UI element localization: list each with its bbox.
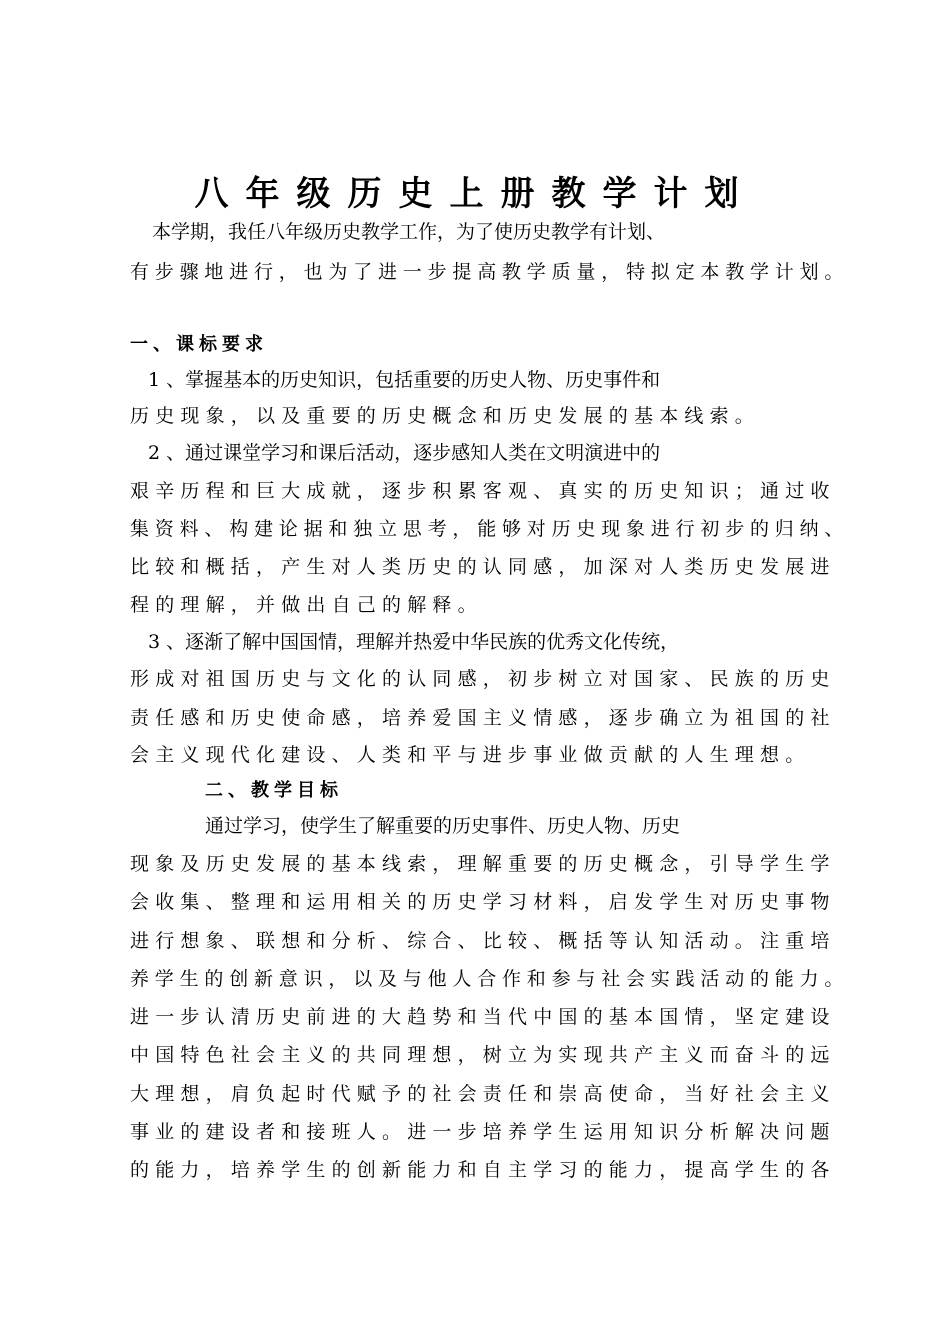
paragraph-line: 会主义现代化建设、人类和平与进步事业做贡献的人生理想。 [130, 744, 811, 766]
paragraph-line: 集资料、构建论据和独立思考，能够对历史现象进行初步的归纳、 [130, 518, 850, 540]
paragraph-line: 现象及历史发展的基本线索，理解重要的历史概念，引导学生学 [130, 853, 836, 875]
paragraph-line: 进行想象、联想和分析、综合、比较、概括等认知活动。注重培 [130, 930, 836, 952]
paragraph-line: 程的理解，并做出自己的解释。 [130, 594, 483, 616]
paragraph-line: 养学生的创新意识，以及与他人合作和参与社会实践活动的能力。 [130, 968, 850, 990]
page-title: 八年级历史上册教学计划 [194, 174, 756, 214]
intro-line: 本学期，我任八年级历史教学工作，为了使历史教学有计划、 [152, 221, 666, 243]
intro-line: 有步骤地进行，也为了进一步提高教学质量，特拟定本教学计划。 [130, 261, 850, 283]
paragraph-line: 事业的建设者和接班人。进一步培养学生运用知识分析解决问题 [130, 1121, 836, 1143]
paragraph-line: 比较和概括，产生对人类历史的认同感，加深对人类历史发展进 [130, 556, 836, 578]
paragraph-line: 通过学习，使学生了解重要的历史事件、历史人物、历史 [205, 815, 681, 837]
paragraph-line: 3 、逐渐了解中国国情，理解并热爱中华民族的优秀文化传统， [148, 631, 680, 653]
paragraph-line: 中国特色社会主义的共同理想，树立为实现共产主义而奋斗的远 [130, 1044, 836, 1066]
paragraph-line: 2 、通过课堂学习和课后活动，逐步感知人类在文明演进中的 [148, 442, 661, 464]
paragraph-line: 进一步认清历史前进的大趋势和当代中国的基本国情，坚定建设 [130, 1006, 836, 1028]
paragraph-line: 会收集、整理和运用相关的历史学习材料，启发学生对历史事物 [130, 891, 836, 913]
paragraph-line: 形成对祖国历史与文化的认同感，初步树立对国家、民族的历史 [130, 668, 836, 690]
section-heading-standards: 一、课标要求 [130, 334, 268, 355]
paragraph-line: 1 、掌握基本的历史知识，包括重要的历史人物、历史事件和 [148, 369, 661, 391]
section-heading-objectives: 二、教学目标 [205, 780, 343, 801]
paragraph-line: 大理想，肩负起时代赋予的社会责任和崇高使命，当好社会主义 [130, 1083, 836, 1105]
paragraph-line: 的能力，培养学生的创新能力和自主学习的能力，提高学生的各 [130, 1159, 836, 1181]
paragraph-line: 历史现象，以及重要的历史概念和历史发展的基本线索。 [130, 405, 761, 427]
paragraph-line: 艰辛历程和巨大成就，逐步积累客观、真实的历史知识；通过收 [130, 480, 836, 502]
paragraph-line: 责任感和历史使命感，培养爱国主义情感，逐步确立为祖国的社 [130, 707, 836, 729]
